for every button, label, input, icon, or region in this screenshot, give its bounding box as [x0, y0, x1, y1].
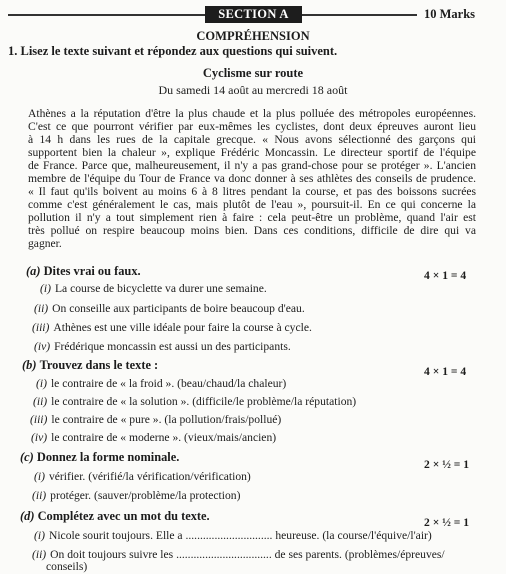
passage-line: Athènes a la réputation d'être la plus chaude et la plus polluée des métropoles européennes.	[28, 107, 476, 120]
section-d-item: conseils)	[46, 560, 88, 573]
passage-date: Du samedi 14 août au mercredi 18 août	[158, 83, 348, 97]
section-d-score: 2 × ½ = 1	[424, 516, 470, 529]
section-a-title: Dites vrai ou faux.	[43, 264, 141, 278]
passage-line: C'est ce que pourront vérifier par eux-mêmes les cyclistes, dont deux épreuves auront lieu	[28, 120, 476, 133]
section-d-item: (i) Nicole sourit toujours. Elle a .............................. heureuse. (la course/l'équive/l'air)	[34, 529, 432, 542]
passage-line: de France. Parce que, malheureusement, il n'y a pas grand-chose pour se protéger ». L'ancien	[28, 159, 476, 172]
passage-line: très pollué on respire beaucoup moins bien. Dans ces conditions, difficile de dire qui va	[28, 224, 476, 237]
section-d-item: (ii) On doit toujours suivre les ................................. de ses parents. (problèmes/épreuves/	[32, 548, 445, 561]
section-b-letter: (b)	[22, 358, 37, 372]
section-b-item: (iv) le contraire de « moderne ». (vieux/mais/ancien)	[31, 431, 277, 444]
section-label: SECTION A	[205, 6, 302, 23]
passage-line: pollution il n'y a tout simplement rien à faire : cela peut-être un problème, quand l'air est	[28, 211, 476, 224]
page-title: COMPRÉHENSION	[196, 29, 310, 43]
section-b-score: 4 × 1 = 4	[424, 365, 467, 378]
section-b-item: (iii) le contraire de « pure ». (la pollution/frais/pollué)	[30, 413, 282, 426]
section-c-letter: (c)	[20, 450, 34, 464]
section-b-title: Trouvez dans le texte :	[39, 358, 159, 372]
marks-label: 10 Marks	[424, 7, 476, 21]
section-a-score: 4 × 1 = 4	[424, 269, 467, 282]
section-b-item: (ii) le contraire de « la solution ». (difficile/le problème/la réputation)	[33, 395, 357, 408]
section-c-item: (ii) protéger. (sauver/problème/la protection)	[32, 489, 241, 502]
passage-line: à 14 h dans les rues de la capitale grecque. « Nous avons sélectionné des garçons qui	[28, 133, 476, 146]
passage-line: supportent bien la chaleur », explique Frédéric Moncassin. Le directeur sportif de l'équipe	[28, 146, 476, 159]
question-1-instruction: 1. Lisez le texte suivant et répondez aux questions qui suivent.	[8, 44, 338, 58]
section-c-score: 2 × ½ = 1	[424, 458, 470, 471]
section-a-heading	[26, 264, 141, 279]
passage-title: Cyclisme sur route	[202, 66, 304, 80]
header-rule-right	[302, 14, 417, 16]
section-a-item: (iv) Frédérique moncassin est aussi un des participants.	[34, 340, 291, 353]
section-c-item: (i) vérifier. (vérifié/la vérification/vérification)	[34, 470, 251, 483]
passage-line: « Il faut qu'ils boivent au moins 6 à 8 litres pendant la course, et pas des boissons sucrées	[28, 185, 476, 198]
section-a-item: (iii) Athènes est une ville idéale pour faire la course à cycle.	[32, 321, 312, 334]
section-d-heading	[20, 509, 210, 524]
passage-line: membre de l'équipe du Tour de France va donc donner à ses athlètes des conseils de prudence.	[28, 172, 476, 185]
section-b-heading	[22, 358, 158, 373]
passage-line: comme c'est généralement le cas, mais plutôt de l'eau », poursuit-il. En ce qui concerne la	[28, 198, 476, 211]
section-c-title: Donnez la forme nominale.	[36, 450, 180, 464]
header-rule-left	[8, 14, 205, 16]
section-b-item: (i) le contraire de « la froid ». (beau/chaud/la chaleur)	[36, 377, 287, 390]
section-a-item: (ii) On conseille aux participants de boire beaucoup d'eau.	[34, 302, 305, 315]
section-d-title: Complétez avec un mot du texte.	[37, 509, 210, 523]
section-d-letter: (d)	[20, 509, 35, 523]
section-a-item: (i) La course de bicyclette va durer une semaine.	[40, 282, 267, 295]
section-c-heading	[20, 450, 179, 465]
passage-line: gagner.	[28, 237, 62, 250]
section-a-letter: (a)	[26, 264, 41, 278]
